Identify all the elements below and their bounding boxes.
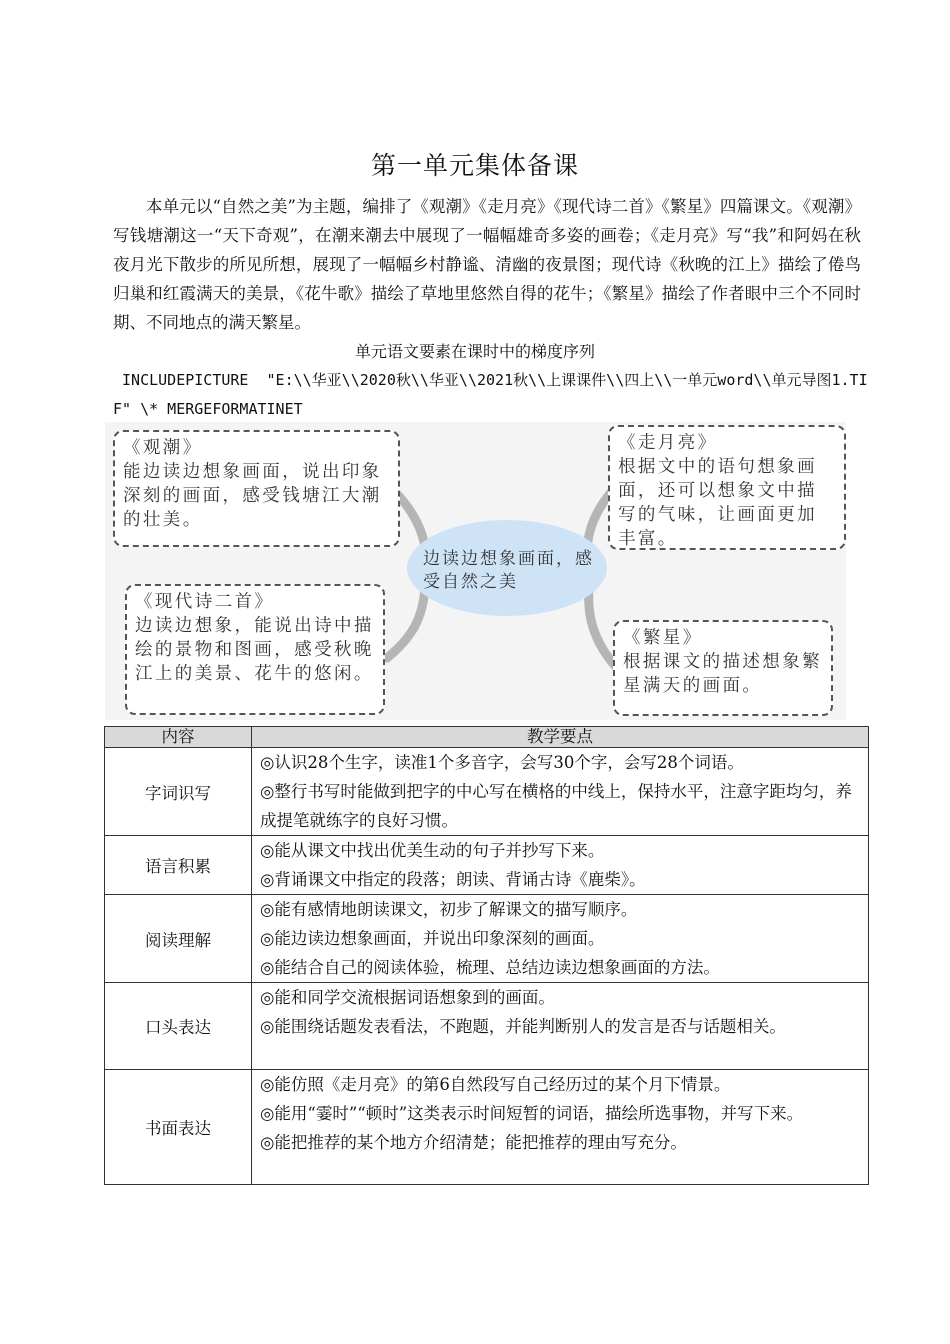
lesson-box-fanxing [613,620,833,716]
point-item: ◎能用“霎时”“顿时”这类表示时间短暂的词语，描绘所选事物，并写下来。 [260,1104,804,1123]
intro-text: 本单元以“自然之美”为主题，编排了《观潮》《走月亮》《现代诗二首》《繁星》四篇课文。《观潮》写钱塘潮这一“天下奇观”，在潮来潮去中展现了一幅幅雄奇多姿的画卷；《走月亮》写“我”和阿妈在秋夜月光下散步的所见所想，展现了一幅幅乡村静谧、清幽的夜景图；现代诗《秋晚的江上》描绘了倦鸟归巢和红霞满天的美景，《花牛歌》描绘了草地里悠然自得的花牛；《繁星》描绘了作者眼中三个不同时期、不同地点的满天繁星。 [113,197,861,332]
point-item: ◎能结合自己的阅读体验，梳理、总结边读边想象画面的方法。 [260,958,720,977]
point-item: ◎整行书写时能做到把字的中心写在横格的中线上，保持水平，注意字距均匀，养成提笔就练字的良好习惯。 [260,782,852,830]
row-category: 字词识写 [105,748,252,836]
row-category: 口头表达 [105,983,252,1070]
point-item: ◎能围绕话题发表看法，不跑题，并能判断别人的发言是否与话题相关。 [260,1017,786,1036]
row-points [252,895,869,983]
lesson-goal: 根据文中的语句想象画面，还可以想象文中描写的气味，让画面更加丰富。 [618,457,817,549]
row-category: 语言积累 [105,836,252,895]
lesson-goal: 边读边想象，能说出诗中描绘的景物和图画，感受秋晚江上的美景、花牛的悠闲。 [135,616,374,684]
header-content: 内容 [105,727,252,748]
lesson-box-modern-poems [125,584,385,715]
intro-paragraph [113,192,861,337]
point-item: ◎能从课文中找出优美生动的句子并抄写下来。 [260,841,605,860]
unit-mind-map [105,422,846,720]
point-item: ◎能仿照《走月亮》的第6自然段写自己经历过的某个月下情景。 [260,1075,731,1094]
lesson-box-zouyueliang [608,425,846,550]
row-points [252,983,869,1070]
section-subtitle: 单元语文要素在课时中的梯度序列 [354,342,595,361]
lesson-title: 《现代诗二首》 [135,592,275,612]
lesson-goal: 根据课文的描述想象繁星满天的画面。 [623,652,822,696]
lesson-title: 《观潮》 [123,438,203,458]
point-item: ◎能把推荐的某个地方介绍清楚；能把推荐的理由写充分。 [260,1133,687,1152]
row-points [252,1070,869,1185]
row-category: 阅读理解 [105,895,252,983]
point-item: ◎能有感情地朗读课文，初步了解课文的描写顺序。 [260,900,638,919]
header-teaching-points: 教学要点 [252,727,869,748]
row-category: 书面表达 [105,1070,252,1185]
field-code-text: INCLUDEPICTURE "E:\\华亚\\2020秋\\华亚\\2021秋\\上课课件\\四上\\一单元word\\单元导图1.TIF" \* MERGEFORMATINET [113,371,868,418]
point-item: ◎能和同学交流根据词语想象到的画面。 [260,988,555,1007]
connector-bottom-left [387,587,425,658]
teaching-points-table [104,726,869,1185]
table-row [105,836,869,895]
table-row [105,748,869,836]
lesson-box-guanchao [113,430,400,547]
table-header-row [105,727,869,748]
table-row [105,983,869,1070]
lesson-title: 《走月亮》 [618,433,718,453]
page-title: 第一单元集体备课 [370,151,579,180]
point-item: ◎能边读边想象画面，并说出印象深刻的画面。 [260,929,605,948]
lesson-title: 《繁星》 [623,628,703,648]
lesson-goal: 能边读边想象画面，说出印象深刻的画面，感受钱塘江大潮的壮美。 [123,462,382,530]
table-row [105,895,869,983]
row-points [252,748,869,836]
point-item: ◎背诵课文中指定的段落；朗读、背诵古诗《鹿柴》。 [260,870,646,889]
point-item: ◎认识28个生字，读准1个多音字，会写30个字，会写28个词语。 [260,753,744,772]
center-topic: 边读边想象画面，感受自然之美 [407,520,607,616]
row-points [252,836,869,895]
table-row [105,1070,869,1185]
